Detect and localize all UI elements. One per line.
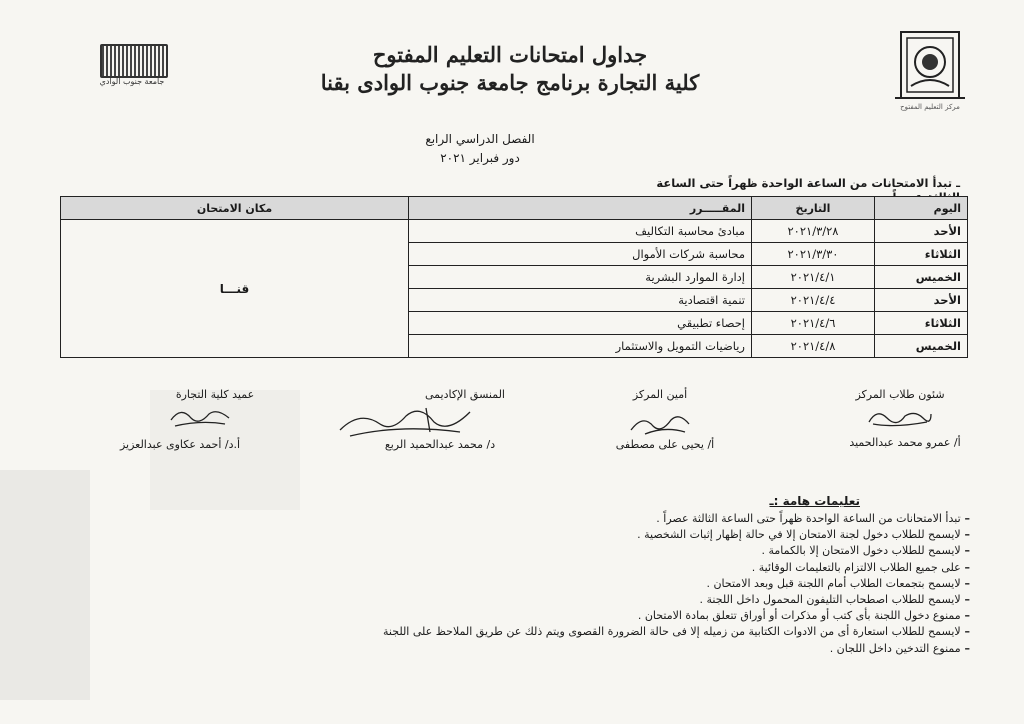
signature-name: أ.د/ أحمد عكاوى عبدالعزيز	[119, 438, 241, 451]
signature-title: عميد كلية التجارة	[175, 388, 255, 401]
row-course: رياضيات التمويل والاستثمار	[409, 335, 752, 358]
signature-name: د/ محمد عبدالحميد الربع	[384, 438, 496, 451]
row-date: ٢٠٢١/٤/٨	[752, 335, 875, 358]
signature-title: المنسق الإكاديمى	[425, 388, 505, 401]
instructions-list	[330, 511, 970, 657]
signature-block	[390, 388, 540, 401]
row-date: ٢٠٢١/٣/٢٨	[752, 220, 875, 243]
header-date: التاريخ	[752, 197, 875, 220]
signature-block	[600, 388, 720, 401]
time-note-text: تبدأ الامتحانات من الساعة الواحدة ظهراً حتى الساعة	[656, 176, 953, 190]
signature-block	[830, 388, 970, 401]
row-course: إدارة الموارد البشرية	[409, 266, 752, 289]
instruction-item: – ممنوع التدخين داخل اللجان .	[330, 641, 970, 657]
table-header-row	[61, 197, 968, 220]
row-date: ٢٠٢١/٤/٤	[752, 289, 875, 312]
logo-right-caption: مركز التعليم المفتوح	[900, 103, 960, 111]
faculty-logo-icon	[100, 44, 168, 78]
handwritten-signature	[865, 404, 935, 430]
signature-name: أ/ يحيى على مصطفى	[615, 438, 715, 451]
instruction-item: – على جميع الطلاب الالتزام بالتعليمات الوقائية .	[330, 560, 970, 576]
exam-round-label: دور فبراير ٢٠٢١	[440, 151, 520, 165]
signature-title: أمين المركز	[632, 388, 688, 401]
signature-title: شئون طلاب المركز	[855, 388, 945, 401]
university-crest-icon	[895, 28, 965, 104]
header-day: اليوم	[875, 197, 968, 220]
time-note: ـ تبدأ الامتحانات من الساعة الواحدة ظهراً حتى الساعة	[620, 176, 960, 204]
row-date: ٢٠٢١/٤/٦	[752, 312, 875, 335]
row-course: مبادئ محاسبة التكاليف	[409, 220, 752, 243]
document-title: جداول امتحانات التعليم المفتوح	[372, 42, 648, 67]
instruction-item: – لايسمح للطلاب دخول الامتحان إلا بالكمامة .	[330, 543, 970, 559]
row-day: الخميس	[875, 335, 968, 358]
row-course: محاسبة شركات الأموال	[409, 243, 752, 266]
instruction-item: – لايسمح للطلاب استعارة أى من الادوات الكتابية من زميله إلا فى حالة الضرورة القصوى ويتم ذلك عن طريق الملاحظ على اللجنة	[330, 624, 970, 640]
instructions-title: تعليمات هامة :ـ	[769, 494, 860, 508]
logo-left-caption: جامعة جنوب الوادي	[99, 77, 165, 86]
instruction-item: – لايسمح بتجمعات الطلاب أمام اللجنة قبل وبعد الامتحان .	[330, 576, 970, 592]
handwritten-signature	[330, 402, 480, 442]
row-date: ٢٠٢١/٣/٣٠	[752, 243, 875, 266]
scan-stain	[0, 470, 90, 700]
instruction-item: – ممنوع دخول اللجنة بأى كتب أو مذكرات أو أوراق تتعلق بمادة الامتحان .	[330, 608, 970, 624]
handwritten-signature	[625, 408, 695, 438]
signature-name: أ/ عمرو محمد عبدالحميد	[849, 436, 961, 449]
semester-label: الفصل الدراسي الرابع	[425, 132, 535, 146]
document-subtitle: كلية التجارة برنامج جامعة جنوب الوادى بقنا	[320, 70, 700, 95]
table-row	[61, 220, 968, 243]
instruction-item: – لايسمح للطلاب دخول لجنة الامتحان إلا في حالة إظهار إثبات الشخصية .	[330, 527, 970, 543]
instruction-item: – لايسمح للطلاب اصطحاب التليفون المحمول داخل اللجنة .	[330, 592, 970, 608]
row-day: الخميس	[875, 266, 968, 289]
header-place: مكان الامتحان	[61, 197, 409, 220]
row-day: الأحد	[875, 289, 968, 312]
exam-schedule-table	[60, 196, 968, 358]
row-course: تنمية اقتصادية	[409, 289, 752, 312]
exam-place-cell: قنـــا	[61, 220, 409, 358]
row-course: إحصاء تطبيقي	[409, 312, 752, 335]
instruction-item: – تبدأ الامتحانات من الساعة الواحدة ظهراً حتى الساعة الثالثة عصراً .	[330, 511, 970, 527]
row-day: الثلاثاء	[875, 243, 968, 266]
header-course: المقـــــرر	[409, 197, 752, 220]
row-day: الأحد	[875, 220, 968, 243]
handwritten-signature	[165, 404, 235, 430]
row-day: الثلاثاء	[875, 312, 968, 335]
signature-block	[155, 388, 275, 401]
row-date: ٢٠٢١/٤/١	[752, 266, 875, 289]
